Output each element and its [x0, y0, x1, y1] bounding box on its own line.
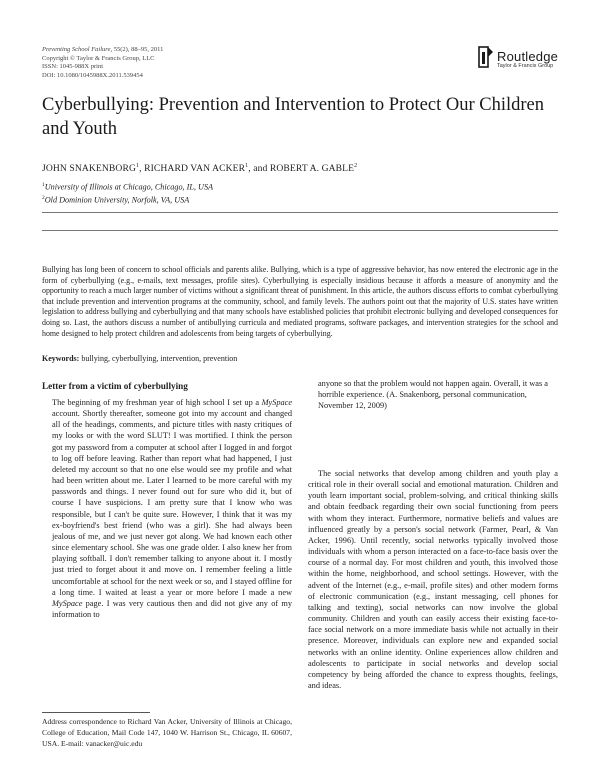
author-name: RICHARD VAN ACKER	[144, 163, 246, 175]
abstract: Bullying has long been of concern to school officials and parents alike. Bullying, which is a type of aggressive behavior, has now entered the electronic age in the form of cyberbullying (e.g., e-mails, text messages, profile sites). Cyberbullying is especially insidious because it affords a measure of anonymity and the opportunity to reach a much larger number of victims without a significant threat of punishment. In this article, the authors discuss efforts to combat cyberbullying that include prevention and intervention programs at the community, school, and family levels. The authors point out that the majority of U.S. states have written legislation to address bullying and cyberbullying and that many schools have established policies that prohibit electronic bullying and developed consequences for doing so. Last, the authors discuss a number of antibullying curricula and mediated programs, software packages, and intervention strategies for the school and home designed to help protect children and adolescents from being targets of cyberbullying.	[42, 265, 558, 338]
affiliation-text: Old Dominion University, Norfolk, VA, USA	[44, 196, 190, 206]
letter-emphasis: MySpace	[261, 398, 292, 407]
letter-body	[52, 397, 292, 620]
affiliation-text: University of Illinois at Chicago, Chicago, IL, USA	[44, 182, 214, 192]
letter-text: account. Shortly thereafter, someone got into my account and changed all of the headings, comments, and picture titles with nasty critiques of my looks or with the word SLUT! I was mortified. I think the person got my password from a computer at school after I logged in and forgot to log off before leaving. Rather than report what had happened, I just deleted my account so that no one else would see my profile and what had been written about me. Later I learned to be more careful with my passwords and things. I never found out for sure who did it, but of course I have suspicions. I am pretty sure that I know who was responsible, but I can't be quite sure. However, I think that it was my ex-boyfriend's best friend (who was a girl). She had always been jealous of me, and we just never got along. We had known each other since elementary school. She was one grade older. I also knew her from playing softball. I don't remember talking to anyone about it. I mostly just tried to forget about it and move on. I remember feeling a little uncomfortable at school for the next week or so, and I stayed offline for a long time. I waited at least a year or more before I made a new	[52, 409, 292, 597]
article-title: Cyberbullying: Prevention and Intervention to Protect Our Children and Youth	[42, 95, 544, 139]
affiliation-mark: 2	[42, 195, 45, 202]
keywords-label: Keywords:	[42, 354, 80, 363]
body-paragraph: The social networks that develop among children and youth play a critical role in their overall social and emotional maturation. Children and youth learn important social, problem-solving, and critical thinking skills and obtain feedback regarding their own social functioning from peers with whom they interact. Furthermore, normative beliefs and values are influenced greatly by a person's social network (Farmer, Pearl, & Van Acker, 1996). Until recently, social networks typically involved those individuals with whom a person interacted on a face-to-face basis over the course of a normal day. For most children and youth, this involved those within the home, neighborhood, and school settings. However, with the advent of the Internet (e.g., e-mail, profile sites) and other modern forms of electronic communication (e.g., instant messaging, cell phones for talking and texting), social networks can now involve the global community. Children and youth can easily access their existing face-to-face social network on a more immediate basis while not actually in their presence. Moreover, individuals can explore new and expanded social networks with an online identity. Online experiences allow children and adolescents to participate in social networks and develop social competency by being afforded the chance to express thoughts, feelings, and ideas.	[308, 469, 558, 690]
letter-text: The beginning of my freshman year of high school I set up a	[52, 398, 262, 407]
author-affil-mark: 1	[245, 163, 249, 169]
doi-line: DOI: 10.1080/1045988X.2011.539454	[42, 71, 143, 79]
body-text	[308, 468, 558, 691]
issn-line: ISSN: 1045-988X print	[42, 63, 104, 71]
footnote-rule	[42, 712, 150, 713]
journal-meta	[42, 46, 163, 80]
affiliation-line	[42, 193, 213, 206]
publisher-name: Routledge	[497, 49, 559, 64]
author-affil-mark: 2	[354, 163, 358, 169]
author-name: ROBERT A. GABLE	[269, 163, 355, 175]
copyright-line: Copyright © Taylor & Francis Group, LLC	[42, 54, 155, 62]
affiliation-mark: 1	[42, 182, 45, 188]
letter-emphasis: MySpace	[52, 598, 83, 608]
section-heading: Letter from a victim of cyberbullying	[42, 381, 188, 391]
letter-text: page. I was very cautious then and did not give any of my information to	[52, 598, 292, 619]
letter-continuation: anyone so that the problem would not happen again. Overall, it was a horrible experience. (A. Snakenborg, personal communication, November 12, 2009)	[318, 379, 548, 411]
journal-name: Preventing School Failure,	[42, 46, 113, 53]
divider	[42, 230, 558, 231]
affiliation-line	[42, 180, 213, 193]
keywords-list: bullying, cyberbullying, intervention, prevention	[79, 354, 238, 363]
journal-citation	[42, 46, 163, 55]
citation-volume: 55(2), 88–95, 2011	[112, 46, 164, 53]
publisher-subtitle: Taylor & Francis Group	[497, 63, 554, 69]
author-list	[42, 163, 357, 174]
author-name: JOHN SNAKENBORG	[42, 163, 136, 175]
author-affil-mark: 1	[135, 163, 140, 169]
keywords	[42, 354, 237, 363]
correspondence-footnote: Address correspondence to Richard Van Acker, University of Illinois at Chicago, College of Education, Mail Code 147, 1040 W. Harrison St., Chicago, IL 60607, USA. E-mail: vanacker@uic.edu	[42, 717, 292, 748]
divider	[42, 212, 558, 213]
affiliations	[42, 180, 213, 207]
author-separator: ,	[139, 163, 145, 175]
author-separator: , and	[248, 163, 270, 175]
routledge-logo-icon	[478, 46, 494, 68]
